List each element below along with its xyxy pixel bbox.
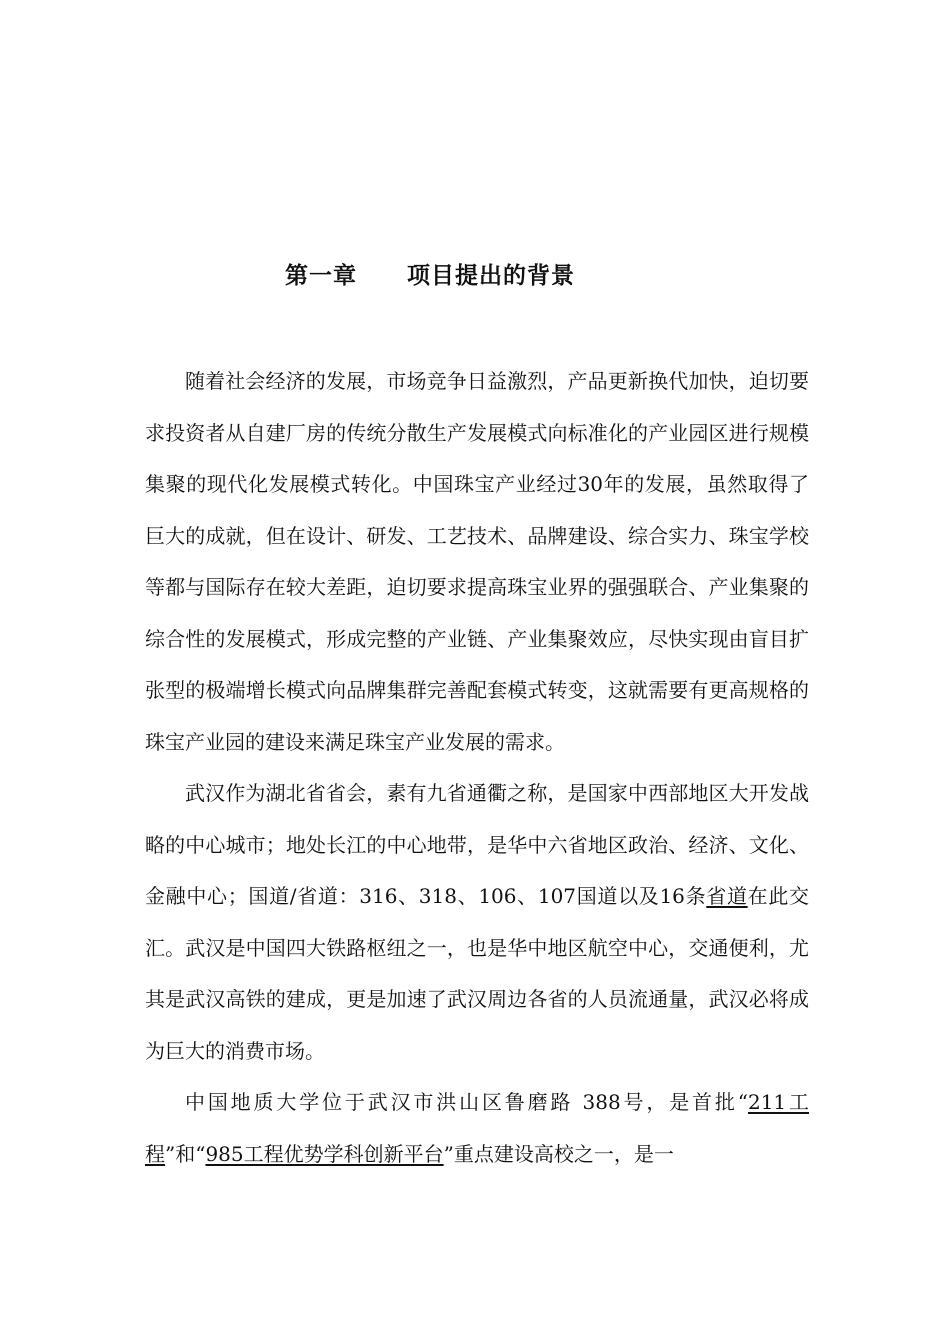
link-provincial-road[interactable]: 省道 (706, 884, 748, 908)
paragraph-2 (145, 768, 809, 1077)
paragraph-1: 随着社会经济的发展，市场竞争日益激烈，产品更新换代加快，迫切要求投资者从自建厂房的传统分散生产发展模式向标准化的产业园区进行规模集聚的现代化发展模式转化。中国珠宝产业经过30年的发展，虽然取得了巨大的成就，但在设计、研发、工艺技术、品牌建设、综合实力、珠宝学校等都与国际存在较大差距，迫切要求提高珠宝业界的强强联合、产业集聚的综合性的发展模式，形成完整的产业链、产业集聚效应，尽快实现由盲目扩张型的极端增长模式向品牌集群完善配套模式转变，这就需要有更高规格的珠宝产业园的建设来满足珠宝产业发展的需求。 (145, 369, 809, 754)
paragraph-3-text-b: ”和“ (165, 1141, 206, 1166)
link-211-project[interactable]: 211工程 (145, 1090, 809, 1166)
chapter-title: 项目提出的背景 (407, 263, 575, 289)
paragraph-3-text-a: 中国地质大学位于武汉市洪山区鲁磨路 388号，是首批“ (185, 1090, 748, 1114)
chapter-heading (0, 258, 860, 294)
link-985-platform[interactable]: 985工程优势学科创新平台 (205, 1141, 444, 1166)
paragraph-3-text-c: ”重点建设高校之一，是一 (443, 1141, 674, 1166)
body-text (145, 356, 809, 1180)
paragraph-3 (145, 1077, 809, 1180)
paragraph-2-text-a: 武汉作为湖北省省会，素有九省通衢之称，是国家中西部地区大开发战略的中心城市；地处长江的中心地带，是华中六省地区政治、经济、文化、金融中心；国道/省道：316、318、106、107国道以及16条 (145, 781, 809, 908)
chapter-number: 第一章 (285, 263, 357, 289)
paragraph-2-text-b: 在此交汇。武汉是中国四大铁路枢纽之一，也是华中地区航空中心，交通便利，尤其是武汉高铁的建成，更是加速了武汉周边各省的人员流通量，武汉必将成为巨大的消费市场。 (145, 884, 810, 1063)
